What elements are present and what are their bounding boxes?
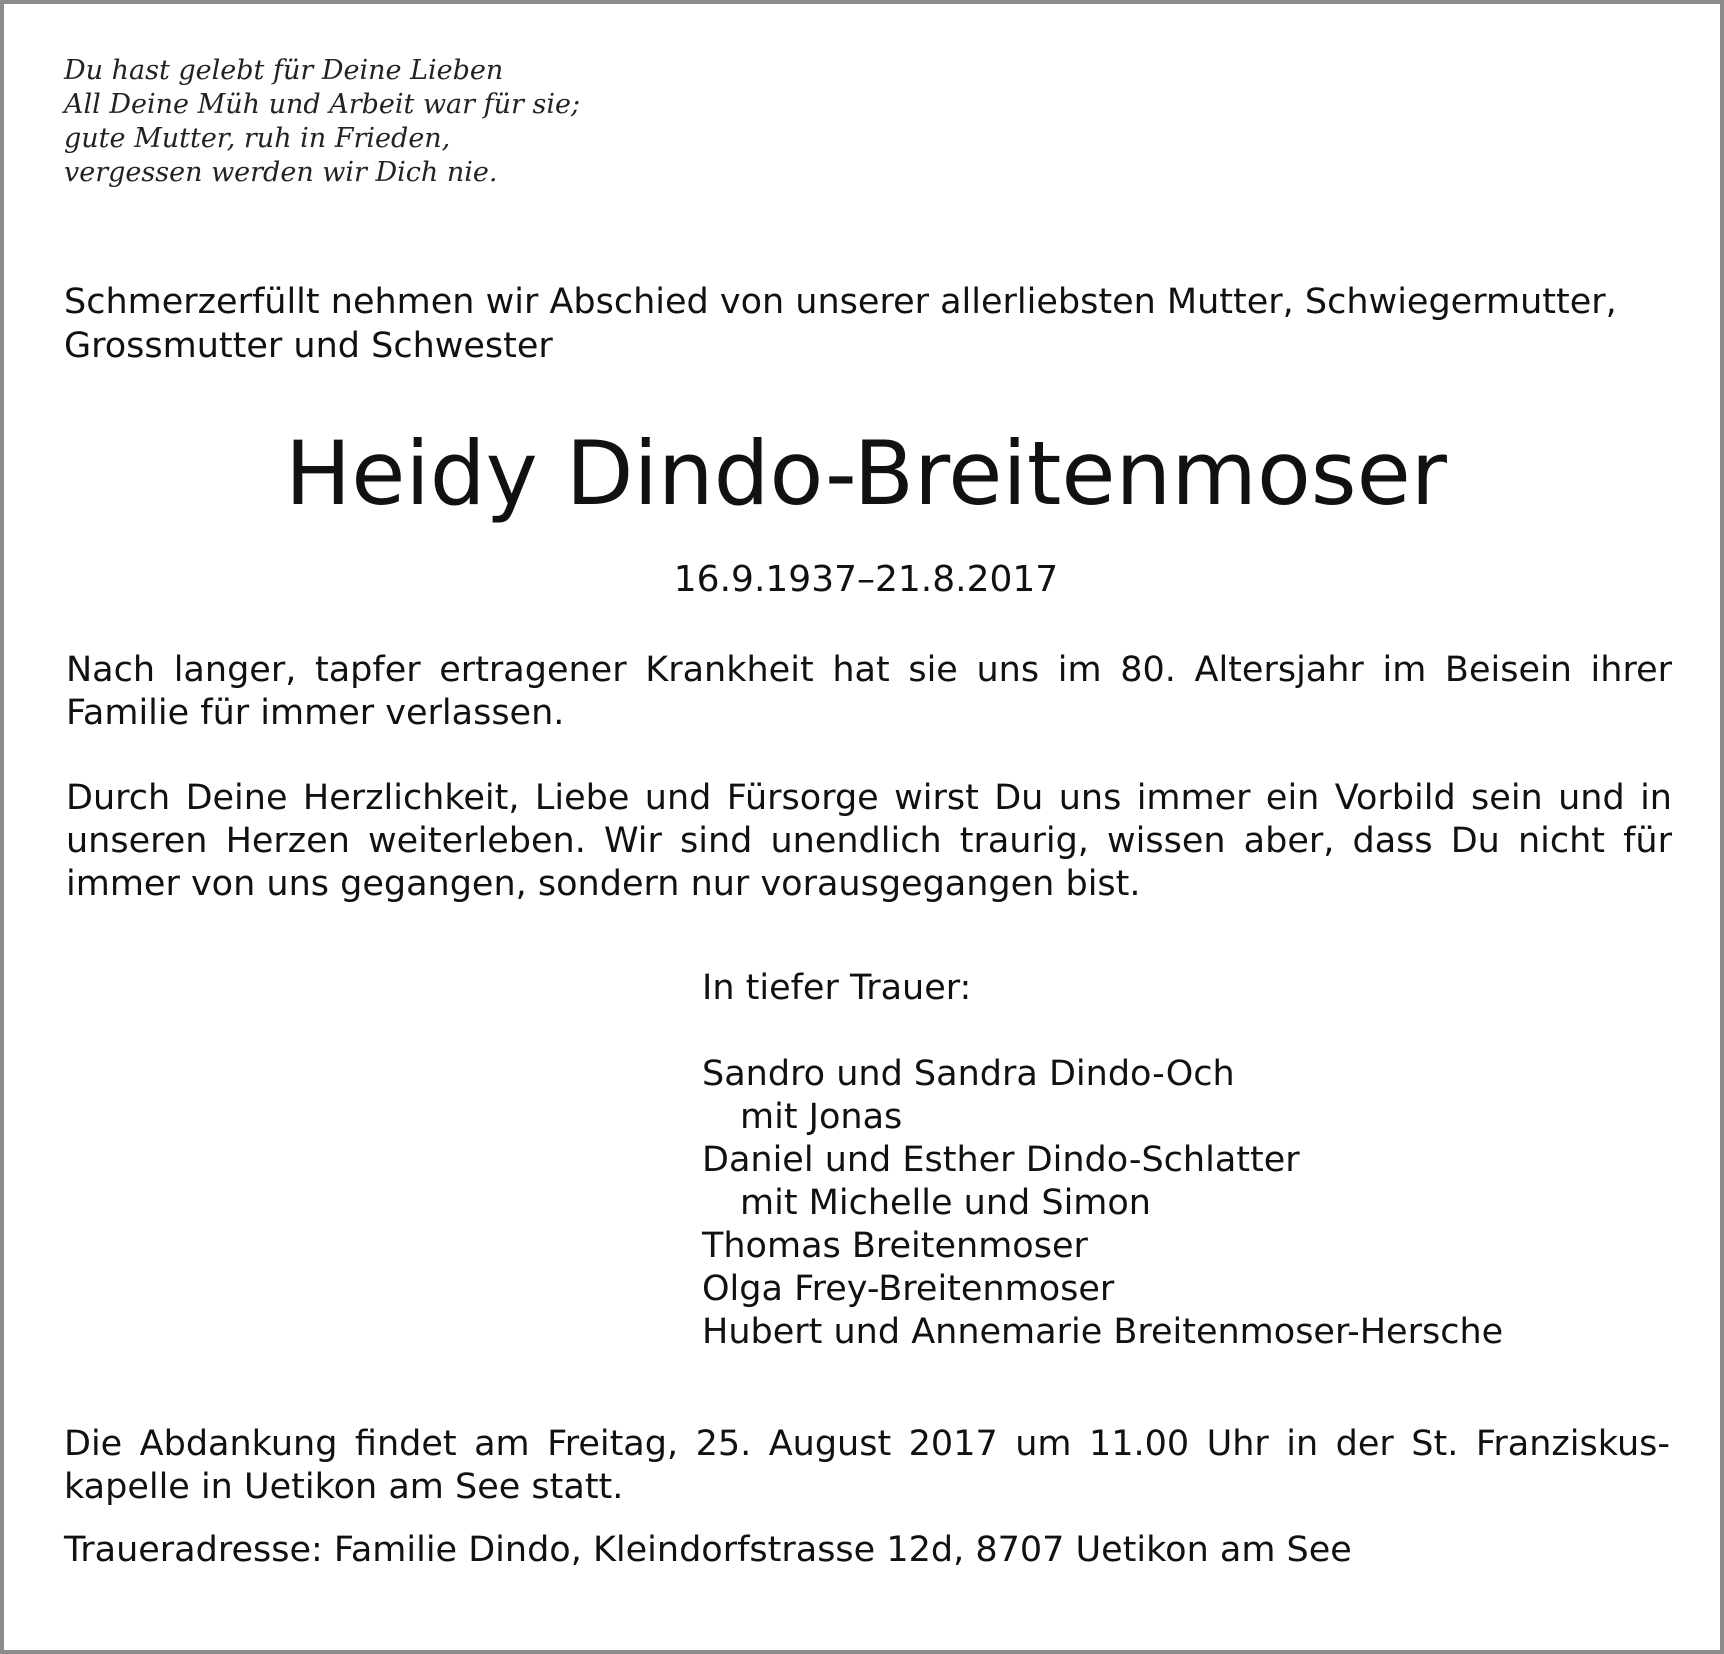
mourning-address: Traueradresse: Familie Dindo, Kleindorfstrasse 12d, 8707 Uetikon am See — [64, 1530, 1352, 1570]
poem-line: gute Mutter, ruh in Frieden, — [64, 123, 451, 154]
intro-text: Schmerzerfüllt nehmen wir Abschied von unserer allerliebsten Mutter, Schwiegermutter, Grossmutter und Schwester — [64, 282, 1617, 366]
mourners-list — [702, 967, 1662, 1354]
mourner-line: Olga Frey-Breitenmoser — [702, 1269, 1115, 1309]
paragraph-illness: Nach langer, tapfer ertragener Krankheit hat sie uns im 80. Altersjahr im Beisein ihrer Familie für immer verlassen. — [66, 650, 1672, 733]
poem-line: All Deine Müh und Arbeit war für sie; — [64, 89, 581, 120]
mourner-line: mit Jonas — [740, 1097, 903, 1137]
paragraph-remembrance: Durch Deine Herzlichkeit, Liebe und Fürsorge wirst Du uns immer ein Vorbild sein und in unseren Herzen weiterleben. Wir sind unendlich traurig, wissen aber, dass Du nicht für immer von uns gegangen, sondern nur vorausgegangen bist. — [66, 778, 1672, 904]
poem-line: Du hast gelebt für Deine Lieben — [64, 55, 504, 86]
mourner-line: Sandro und Sandra Dindo-Och — [702, 1054, 1235, 1094]
mourner-line: Thomas Breitenmoser — [702, 1226, 1088, 1266]
poem — [64, 54, 580, 190]
mourners-heading: In tiefer Trauer: — [702, 968, 972, 1008]
mourner-line: Hubert und Annemarie Breitenmoser-Hersche — [702, 1312, 1504, 1352]
service-announcement: Die Abdankung findet am Freitag, 25. August 2017 um 11.00 Uhr in der St. Franziskus-kapelle in Uetikon am See statt. — [64, 1424, 1670, 1507]
life-dates: 16.9.1937–21.8.2017 — [673, 559, 1059, 600]
mourner-line: mit Michelle und Simon — [740, 1183, 1151, 1223]
poem-line: vergessen werden wir Dich nie. — [64, 157, 498, 188]
mourner-line: Daniel und Esther Dindo-Schlatter — [702, 1140, 1300, 1180]
deceased-name: Heidy Dindo-Breitenmoser — [285, 422, 1447, 525]
